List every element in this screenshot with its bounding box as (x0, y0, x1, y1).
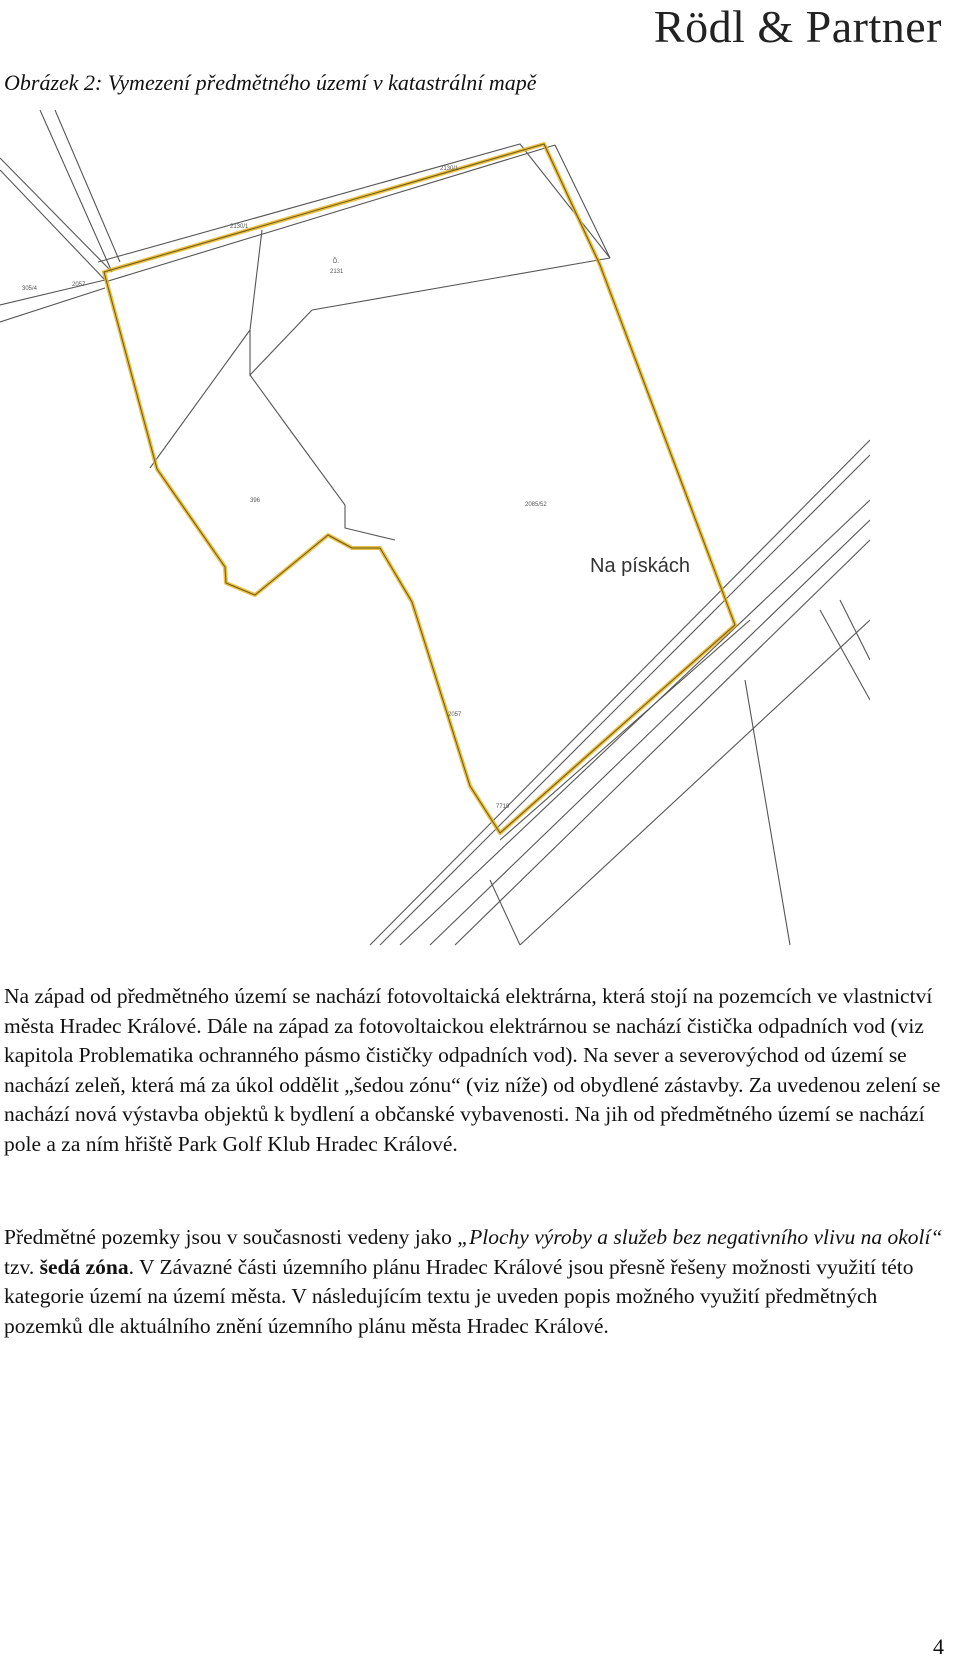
parcel-number: 2057 (448, 712, 462, 718)
cadastral-map-svg (0, 110, 870, 950)
map-linework (0, 110, 870, 945)
brand-logo: Rödl & Partner (653, 1, 942, 52)
parcel-number: 7719 (496, 804, 510, 810)
map-locality-label: Na pískách (590, 555, 691, 577)
parcel-number: 2131 (330, 269, 344, 275)
parcel-number: 2130/1 (230, 224, 249, 230)
parcel-number: Ď. (333, 259, 339, 265)
paragraph-2-text-c: . V Závazné části územního plánu Hradec Králové jsou přesně řešeny možnosti využití této kategorie území na území města. V následujícím textu je uveden popis možného využití předmětných pozemků dle aktuálního znění územního plánu města Hradec Králové. (4, 1254, 914, 1338)
cadastral-map (0, 110, 870, 950)
paragraph-2-text-a: Předmětné pozemky jsou v současnosti vedeny jako (4, 1225, 458, 1249)
paragraph-2-bold-term: šedá zóna (39, 1254, 129, 1279)
parcel-number: 305/4 (22, 286, 38, 292)
body-paragraph-1: Na západ od předmětného území se nachází fotovoltaická elektrárna, která stojí na pozemcích ve vlastnictví města Hradec Králové. Dále na západ za fotovoltaickou elektrárnou se nachází čistička odpadních vod (viz kapitola Problematika ochranného pásmo čističky odpadních vod). Na sever a severovýchod od území se nachází zeleň, která má za úkol oddělit „šedou zónu“ (viz níže) od obydlené zástavby. Za uvedenou zelení se nachází nová výstavba objektů k bydlení a občanské vybavenosti. Na jih od předmětného území se nachází pole a za ním hřiště Park Golf Klub Hradec Králové. (4, 984, 941, 1156)
figure-caption: Obrázek 2: Vymezení předmětného území v katastrální mapě (4, 70, 537, 95)
area-outline (104, 144, 735, 833)
paragraph-2-text-b: tzv. (4, 1254, 40, 1279)
parcel-number: 2130/1 (440, 166, 459, 172)
paragraph-2-italic-term: „Plochy výroby a služeb bez negativního vlivu na okolí“ (457, 1225, 943, 1249)
parcel-number: 2057 (72, 282, 86, 288)
parcel-number: 2085/52 (525, 502, 547, 508)
parcel-number: 396 (250, 498, 261, 504)
page-number: 4 (933, 1634, 944, 1659)
body-paragraph-2 (4, 1223, 954, 1341)
